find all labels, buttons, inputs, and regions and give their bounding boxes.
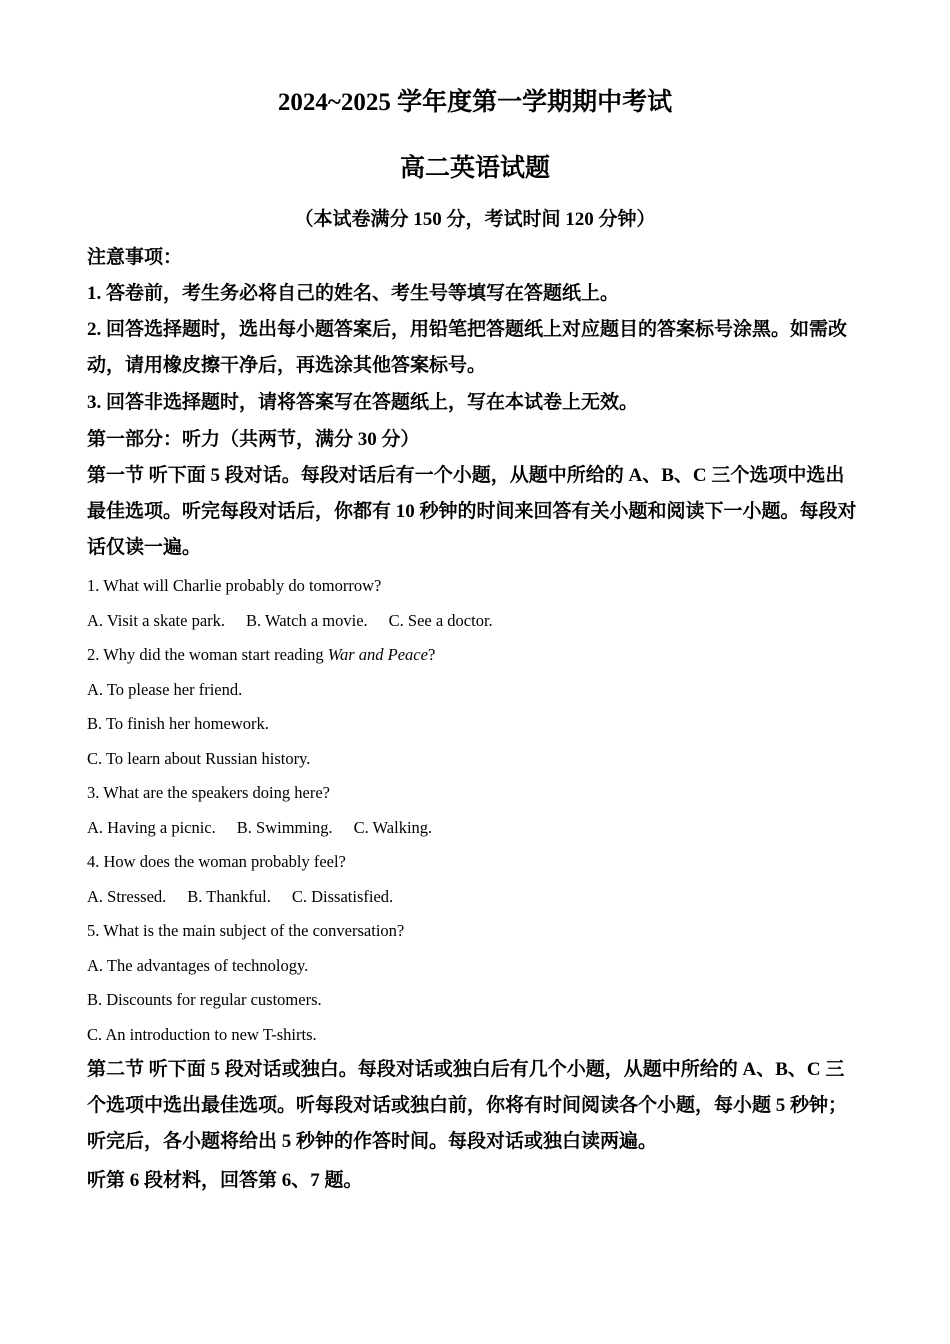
- question-3-option-c: C. Walking.: [353, 818, 433, 837]
- question-5-option-c: C. An introduction to new T-shirts.: [87, 1025, 317, 1044]
- question-1-option-c: C. See a doctor.: [388, 611, 493, 630]
- question-2-stem: [87, 644, 863, 666]
- question-5-stem: 5. What is the main subject of the conversation?: [87, 921, 405, 940]
- question-1-stem: 1. What will Charlie probably do tomorrow?: [87, 576, 382, 595]
- exam-subtitle: （本试卷满分 150 分，考试时间 120 分钟）: [294, 209, 656, 230]
- question-4-stem: 4. How does the woman probably feel?: [87, 852, 346, 871]
- question-3-option-b: B. Swimming.: [236, 818, 333, 837]
- question-2-option-a: A. To please her friend.: [87, 680, 243, 699]
- note-item-3: 3. 回答非选择题时，请将答案写在答题纸上，写在本试卷上无效。: [87, 392, 639, 413]
- question-5-option-b: B. Discounts for regular customers.: [87, 990, 322, 1009]
- question-2-stem-end: ?: [427, 645, 436, 664]
- question-1-option-a: A. Visit a skate park.: [87, 611, 226, 630]
- question-1-option-b: B. Watch a movie.: [246, 611, 368, 630]
- question-1-options: [87, 610, 863, 632]
- question-3-options: [87, 817, 863, 839]
- note-item-2: 2. 回答选择题时，选出每小题答案后，用铅笔把答题纸上对应题目的答案标号涂黑。如需改动，请用橡皮擦干净后，再选涂其他答案标号。: [87, 319, 848, 376]
- material-6-heading: 听第 6 段材料，回答第 6、7 题。: [87, 1170, 363, 1191]
- exam-subject-title: 高二英语试题: [399, 155, 550, 182]
- question-4-options: [87, 886, 863, 908]
- section2-instructions: 第二节 听下面 5 段对话或独白。每段对话或独白后有几个小题，从题中所给的 A、B、C 三个选项中选出最佳选项。听每段对话或独白前，你将有时间阅读各个小题，每小题 5 秒钟；听完后，各小题将给出 5 秒钟的作答时间。每段对话或独白读两遍。: [87, 1059, 848, 1152]
- part1-heading: 第一部分：听力（共两节，满分 30 分）: [87, 429, 420, 450]
- notes-heading: 注意事项：: [87, 247, 183, 268]
- question-5-option-a: A. The advantages of technology.: [87, 956, 309, 975]
- question-2-book-title: War and Peace: [327, 645, 428, 664]
- question-3-option-a: A. Having a picnic.: [87, 818, 216, 837]
- section1-instructions: 第一节 听下面 5 段对话。每段对话后有一个小题，从题中所给的 A、B、C 三个选项中选出最佳选项。听完每段对话后，你都有 10 秒钟的时间来回答有关小题和阅读下一小题。每段对话仅读一遍。: [87, 465, 857, 558]
- question-2-option-c: C. To learn about Russian history.: [87, 749, 311, 768]
- question-3-stem: 3. What are the speakers doing here?: [87, 783, 330, 802]
- question-2-option-b: B. To finish her homework.: [87, 714, 269, 733]
- question-4-option-a: A. Stressed.: [87, 887, 167, 906]
- question-2-stem-text: 2. Why did the woman start reading: [87, 645, 328, 664]
- exam-title: 2024~2025 学年度第一学期期中考试: [277, 89, 673, 116]
- question-4-option-b: B. Thankful.: [187, 887, 271, 906]
- note-item-1: 1. 答卷前，考生务必将自己的姓名、考生号等填写在答题纸上。: [87, 283, 620, 304]
- question-4-option-c: C. Dissatisfied.: [291, 887, 394, 906]
